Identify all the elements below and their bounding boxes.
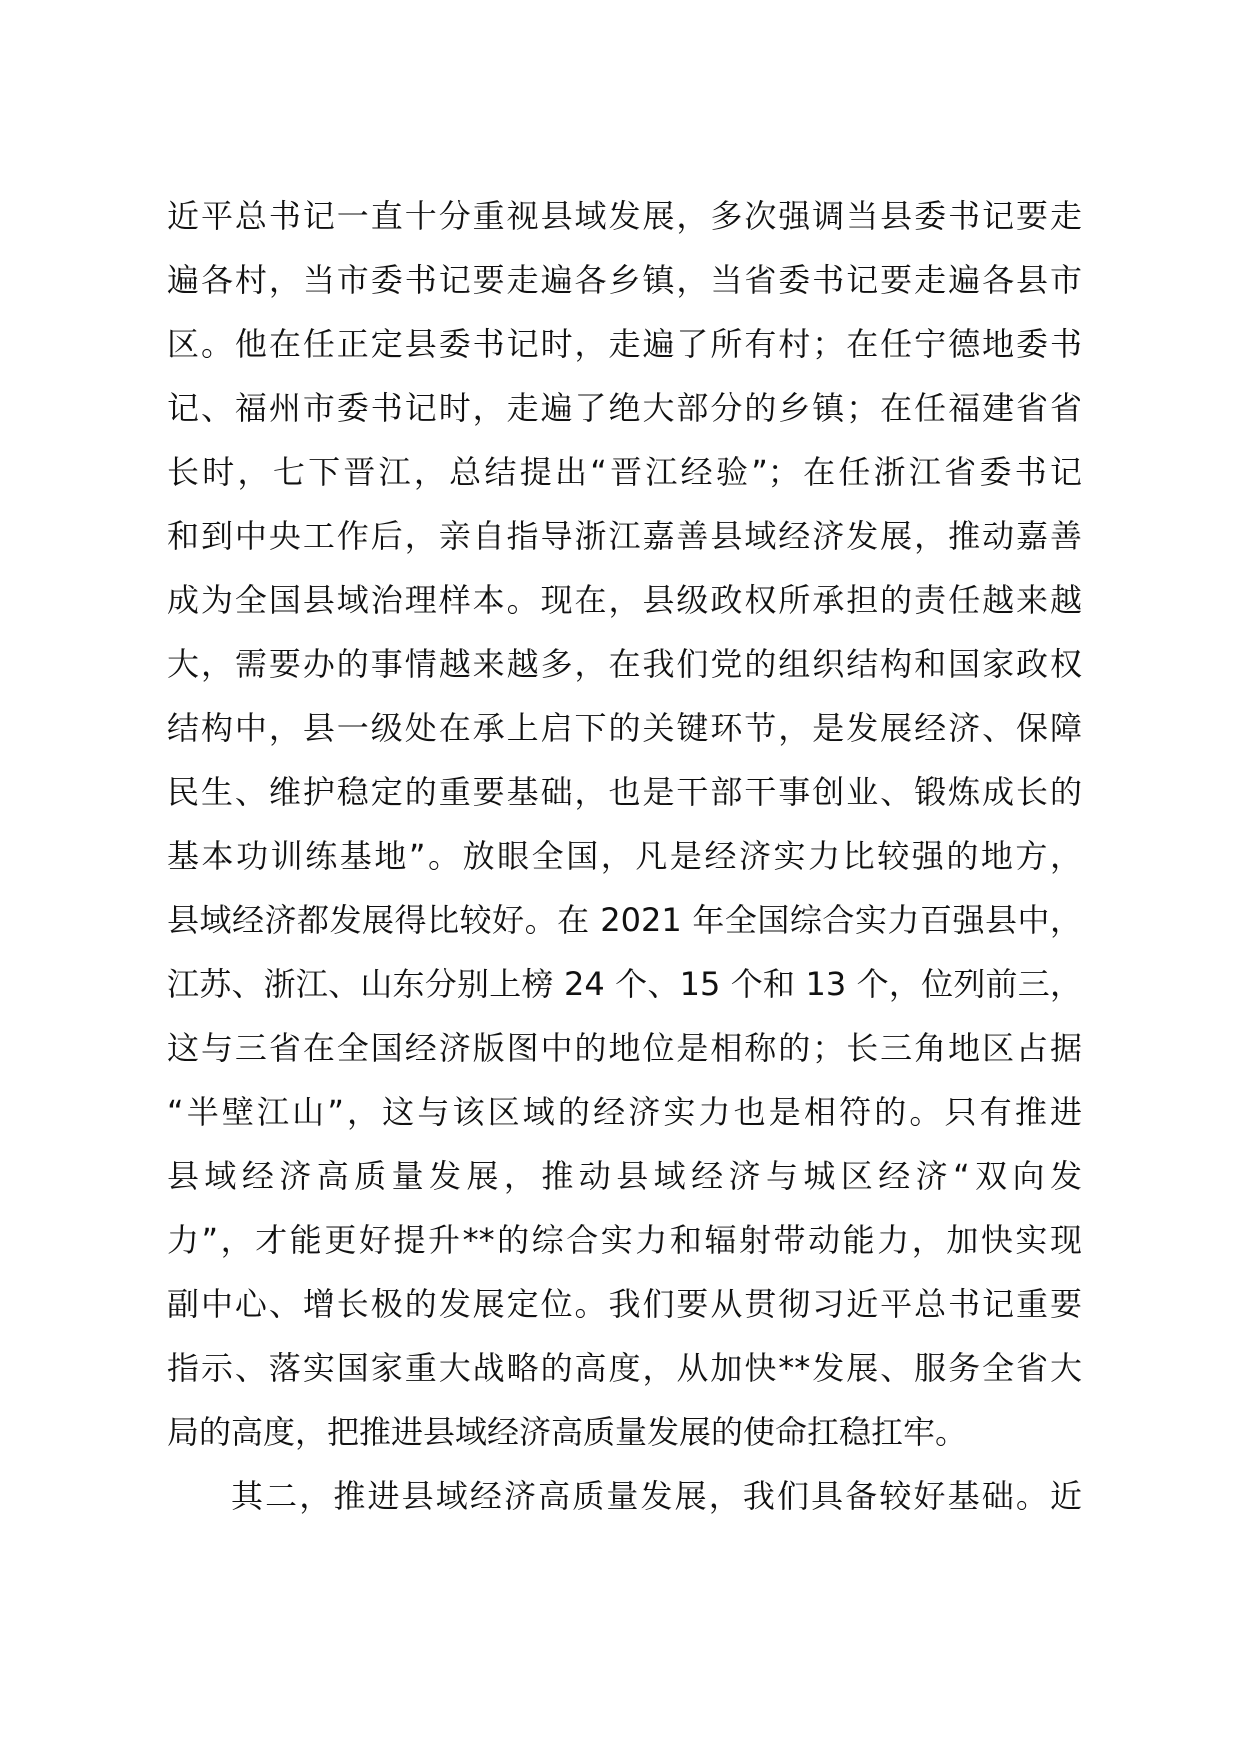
text-line: 区。他在任正定县委书记时，走遍了所有村；在任宁德地委书 [167, 325, 1082, 363]
paragraph-end-line: 局的高度，把推进县域经济高质量发展的使命扛稳扛牢。 [167, 1413, 968, 1451]
text-line: 和到中央工作后，亲自指导浙江嘉善县域经济发展，推动嘉善 [167, 517, 1082, 555]
text-line: 指示、落实国家重大战略的高度，从加快**发展、服务全省大 [167, 1349, 1082, 1387]
text-line: 遍各村，当市委书记要走遍各乡镇，当省委书记要走遍各县市 [167, 261, 1082, 299]
text-line: 江苏、浙江、山东分别上榜 24 个、15 个和 13 个，位列前三， [167, 965, 1082, 1003]
text-line: 力”，才能更好提升**的综合实力和辐射带动能力，加快实现 [167, 1221, 1082, 1259]
paragraph-start-line: 其二，推进县域经济高质量发展，我们具备较好基础。近 [231, 1477, 1082, 1515]
text-line: 县域经济都发展得比较好。在 2021 年全国综合实力百强县中， [167, 901, 1082, 939]
text-line: 结构中，县一级处在承上启下的关键环节，是发展经济、保障 [167, 709, 1082, 747]
text-line: 县域经济高质量发展，推动县域经济与城区经济“双向发 [167, 1157, 1082, 1195]
text-line: 副中心、增长极的发展定位。我们要从贯彻习近平总书记重要 [167, 1285, 1082, 1323]
body-text [167, 184, 1082, 1528]
text-line: 这与三省在全国经济版图中的地位是相称的；长三角地区占据 [167, 1029, 1082, 1067]
text-line: 长时，七下晋江，总结提出“晋江经验”；在任浙江省委书记 [167, 453, 1082, 491]
text-line: 民生、维护稳定的重要基础，也是干部干事创业、锻炼成长的 [167, 773, 1082, 811]
text-line: “半壁江山”，这与该区域的经济实力也是相符的。只有推进 [167, 1093, 1082, 1131]
text-line: 近平总书记一直十分重视县域发展，多次强调当县委书记要走 [167, 197, 1082, 235]
text-line: 基本功训练基地”。放眼全国，凡是经济实力比较强的地方， [167, 837, 1082, 875]
text-line: 大，需要办的事情越来越多，在我们党的组织结构和国家政权 [167, 645, 1082, 683]
text-line: 记、福州市委书记时，走遍了绝大部分的乡镇；在任福建省省 [167, 389, 1082, 427]
text-line: 成为全国县域治理样本。现在，县级政权所承担的责任越来越 [167, 581, 1082, 619]
